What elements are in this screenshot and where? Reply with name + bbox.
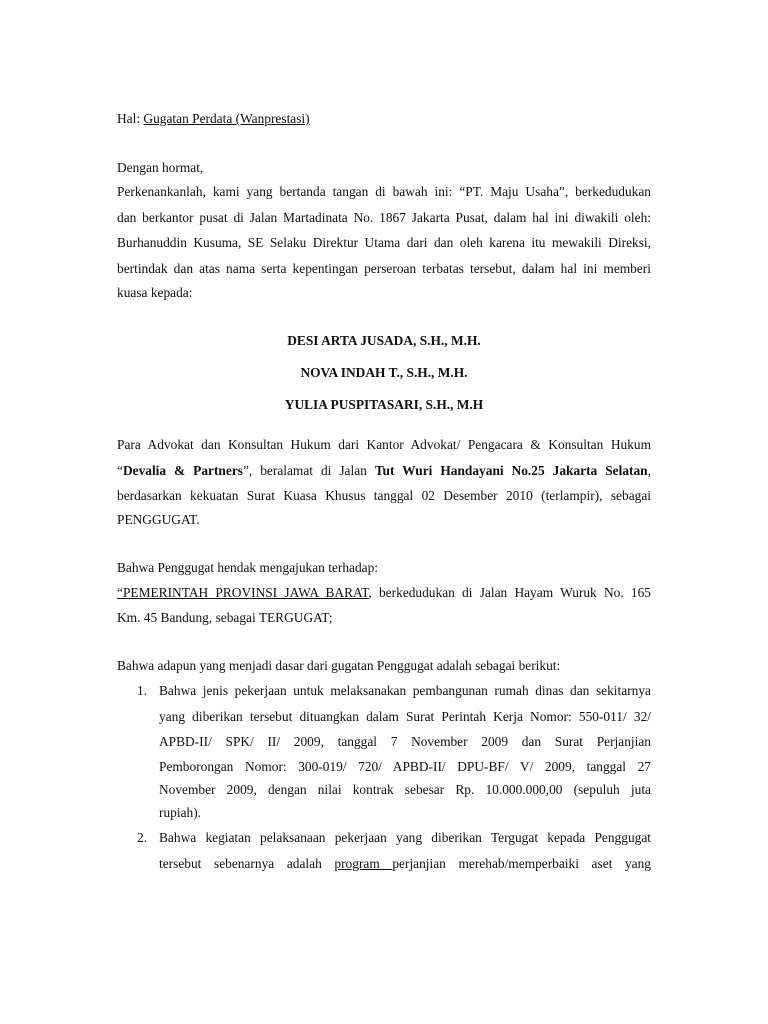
open-quote: “ bbox=[117, 463, 123, 478]
basis-intro: Bahwa adapun yang menjadi dasar dari gugatan Penggugat adalah sebagai berikut: bbox=[117, 658, 561, 673]
attorney-name: DESI ARTA JUSADA, S.H., M.H. bbox=[287, 333, 481, 348]
law-firm-name: Devalia & Partners bbox=[122, 463, 243, 478]
item1-line-6: rupiah). bbox=[159, 805, 202, 820]
item2-line-2-end: perjanjian merehab/memperbaiki aset yang bbox=[392, 856, 651, 871]
intro-line-2: dan berkantor pusat di Jalan Martadinata No. 1867 Jakarta Pusat, dalam hal ini diwakili oleh: bbox=[117, 210, 651, 225]
subject-line bbox=[117, 111, 310, 127]
intro-line-3: Burhanuddin Kusuma, SE Selaku Direktur Utama dari dan oleh karena itu mewakili Direksi, bbox=[117, 235, 651, 250]
greeting: Dengan hormat, bbox=[117, 160, 204, 175]
law-firm-address: Tut Wuri Handayani No.25 Jakarta Selatan bbox=[374, 463, 648, 478]
item1-line-5: November 2009, dengan nilai kontrak sebesar Rp. 10.000.000,00 (sepuluh juta bbox=[159, 782, 651, 797]
address-intro: ”, beralamat di Jalan bbox=[242, 463, 375, 478]
defendant-line-3: Km. 45 Bandung, sebagai TERGUGAT; bbox=[117, 610, 333, 625]
attorney-name: NOVA INDAH T., S.H., M.H. bbox=[300, 365, 468, 380]
subject-value: Gugatan Perdata (Wanprestasi) bbox=[143, 111, 310, 126]
item1-line-3: APBD-II/ SPK/ II/ 2009, tanggal 7 November 2009 dan Surat Perjanjian bbox=[159, 734, 651, 749]
defendant-address: , berkedudukan di Jalan Hayam Wuruk No. 165 bbox=[368, 585, 651, 600]
advocates-line-3: berdasarkan kekuatan Surat Kuasa Khusus tanggal 02 Desember 2010 (terlampir), sebagai bbox=[117, 488, 651, 503]
item2-line-1: Bahwa kegiatan pelaksanaan pekerjaan yang diberikan Tergugat kepada Penggugat bbox=[159, 830, 651, 845]
subject-label: Hal: bbox=[117, 111, 144, 126]
list-number: 2. bbox=[137, 830, 148, 845]
item2-line-2 bbox=[159, 856, 651, 872]
intro-line-1: Perkenankanlah, kami yang bertanda tangan di bawah ini: “PT. Maju Usaha”, berkedudukan bbox=[117, 184, 651, 199]
advocates-line-4: PENGGUGAT. bbox=[117, 512, 200, 527]
list-number: 1. bbox=[137, 683, 148, 698]
defendant-name: “PEMERINTAH PROVINSI JAWA BARAT bbox=[117, 585, 369, 600]
program-word: program bbox=[334, 856, 393, 871]
address-end: , bbox=[647, 463, 651, 478]
attorney-name: YULIA PUSPITASARI, S.H., M.H bbox=[284, 397, 484, 412]
advocates-line-2 bbox=[117, 463, 651, 479]
item1-line-1: Bahwa jenis pekerjaan untuk melaksanakan pembangunan rumah dinas dan sekitarnya bbox=[159, 683, 651, 698]
intro-line-4: bertindak dan atas nama serta kepentingan perseroan terbatas tersebut, dalam hal ini memberi bbox=[117, 261, 651, 276]
defendant-line-2 bbox=[117, 585, 651, 601]
item1-line-2: yang diberikan tersebut dituangkan dalam Surat Perintah Kerja Nomor: 550-011/ 32/ bbox=[159, 709, 651, 724]
defendant-line-1: Bahwa Penggugat hendak mengajukan terhadap: bbox=[117, 560, 379, 575]
item2-line-2-start: tersebut sebenarnya adalah bbox=[159, 856, 335, 871]
item1-line-4: Pemborongan Nomor: 300-019/ 720/ APBD-II/ DPU-BF/ V/ 2009, tanggal 27 bbox=[159, 759, 651, 774]
advocates-line-1: Para Advokat dan Konsultan Hukum dari Kantor Advokat/ Pengacara & Konsultan Hukum bbox=[117, 437, 651, 452]
intro-line-5: kuasa kepada: bbox=[117, 285, 193, 300]
